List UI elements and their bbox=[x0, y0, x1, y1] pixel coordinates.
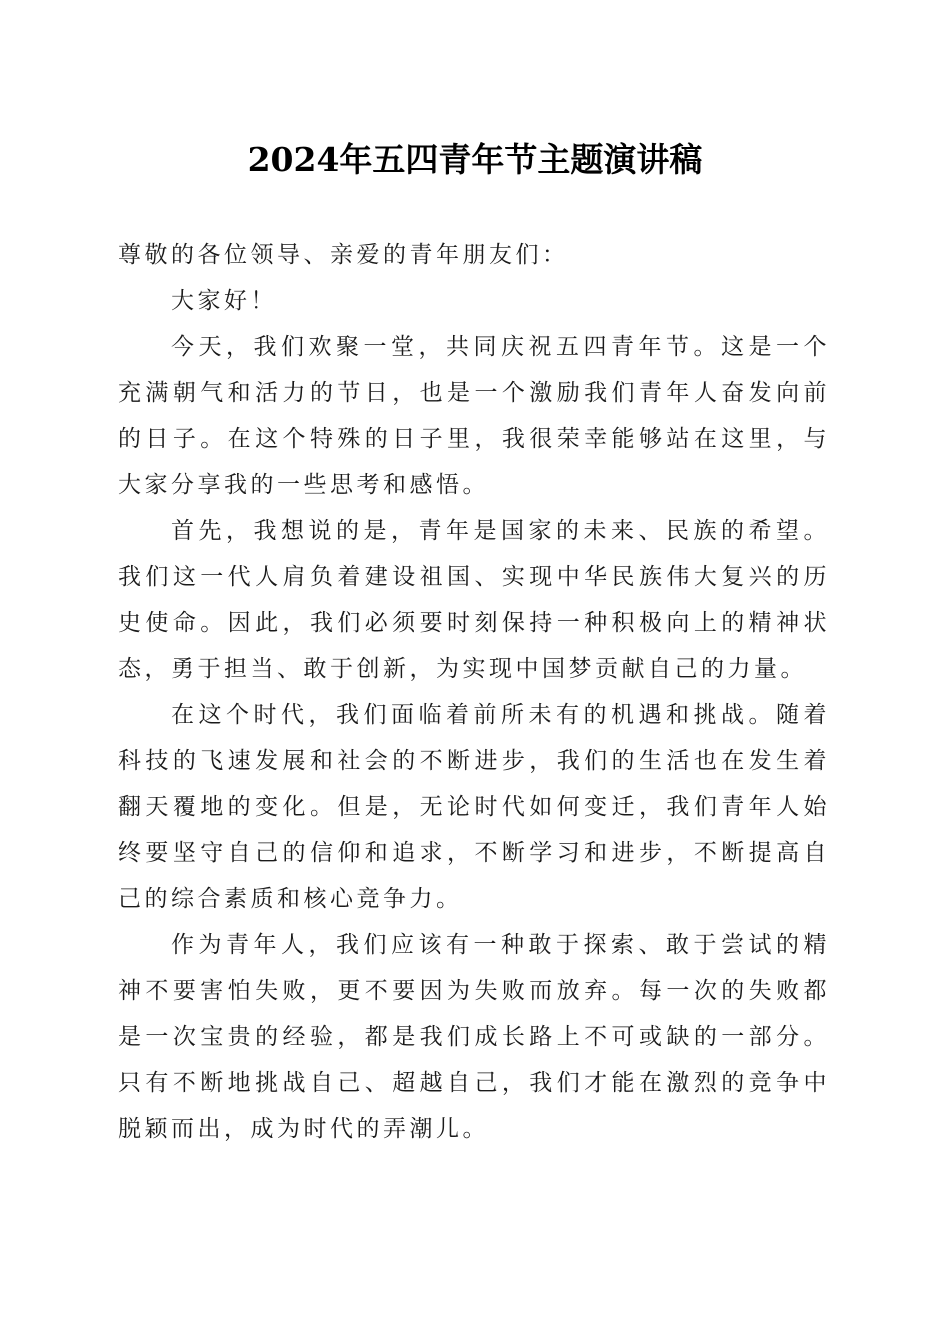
paragraph-greeting: 大家好！ bbox=[171, 288, 277, 314]
document-title: 2024年五四青年节主题演讲稿 bbox=[247, 140, 703, 179]
paragraph-celebration: 今天，我们欢聚一堂，共同庆祝五四青年节。这是一个充满朝气和活力的节日，也是一个激励我们青年人奋发向前的日子。在这个特殊的日子里，我很荣幸能够站在这里，与大家分享我的一些思考和感悟。 bbox=[118, 334, 830, 498]
paragraph-era-challenges: 在这个时代，我们面临着前所未有的机遇和挑战。随着科技的飞速发展和社会的不断进步，我们的生活也在发生着翻天覆地的变化。但是，无论时代如何变迁，我们青年人始终要坚守自己的信仰和追求，不断学习和进步，不断提高自己的综合素质和核心竞争力。 bbox=[118, 702, 830, 912]
paragraph-youth-future: 首先，我想说的是，青年是国家的未来、民族的希望。我们这一代人肩负着建设祖国、实现中华民族伟大复兴的历史使命。因此，我们必须要时刻保持一种积极向上的精神状态，勇于担当、敢于创新，为实现中国梦贡献自己的力量。 bbox=[118, 518, 830, 682]
paragraph-courage: 作为青年人，我们应该有一种敢于探索、敢于尝试的精神不要害怕失败，更不要因为失败而放弃。每一次的失败都是一次宝贵的经验，都是我们成长路上不可或缺的一部分。只有不断地挑战自己、超越自己，我们才能在激烈的竞争中脱颖而出，成为时代的弄潮儿。 bbox=[118, 932, 830, 1142]
document-body bbox=[118, 232, 830, 1152]
salutation: 尊敬的各位领导、亲爱的青年朋友们： bbox=[118, 242, 569, 268]
